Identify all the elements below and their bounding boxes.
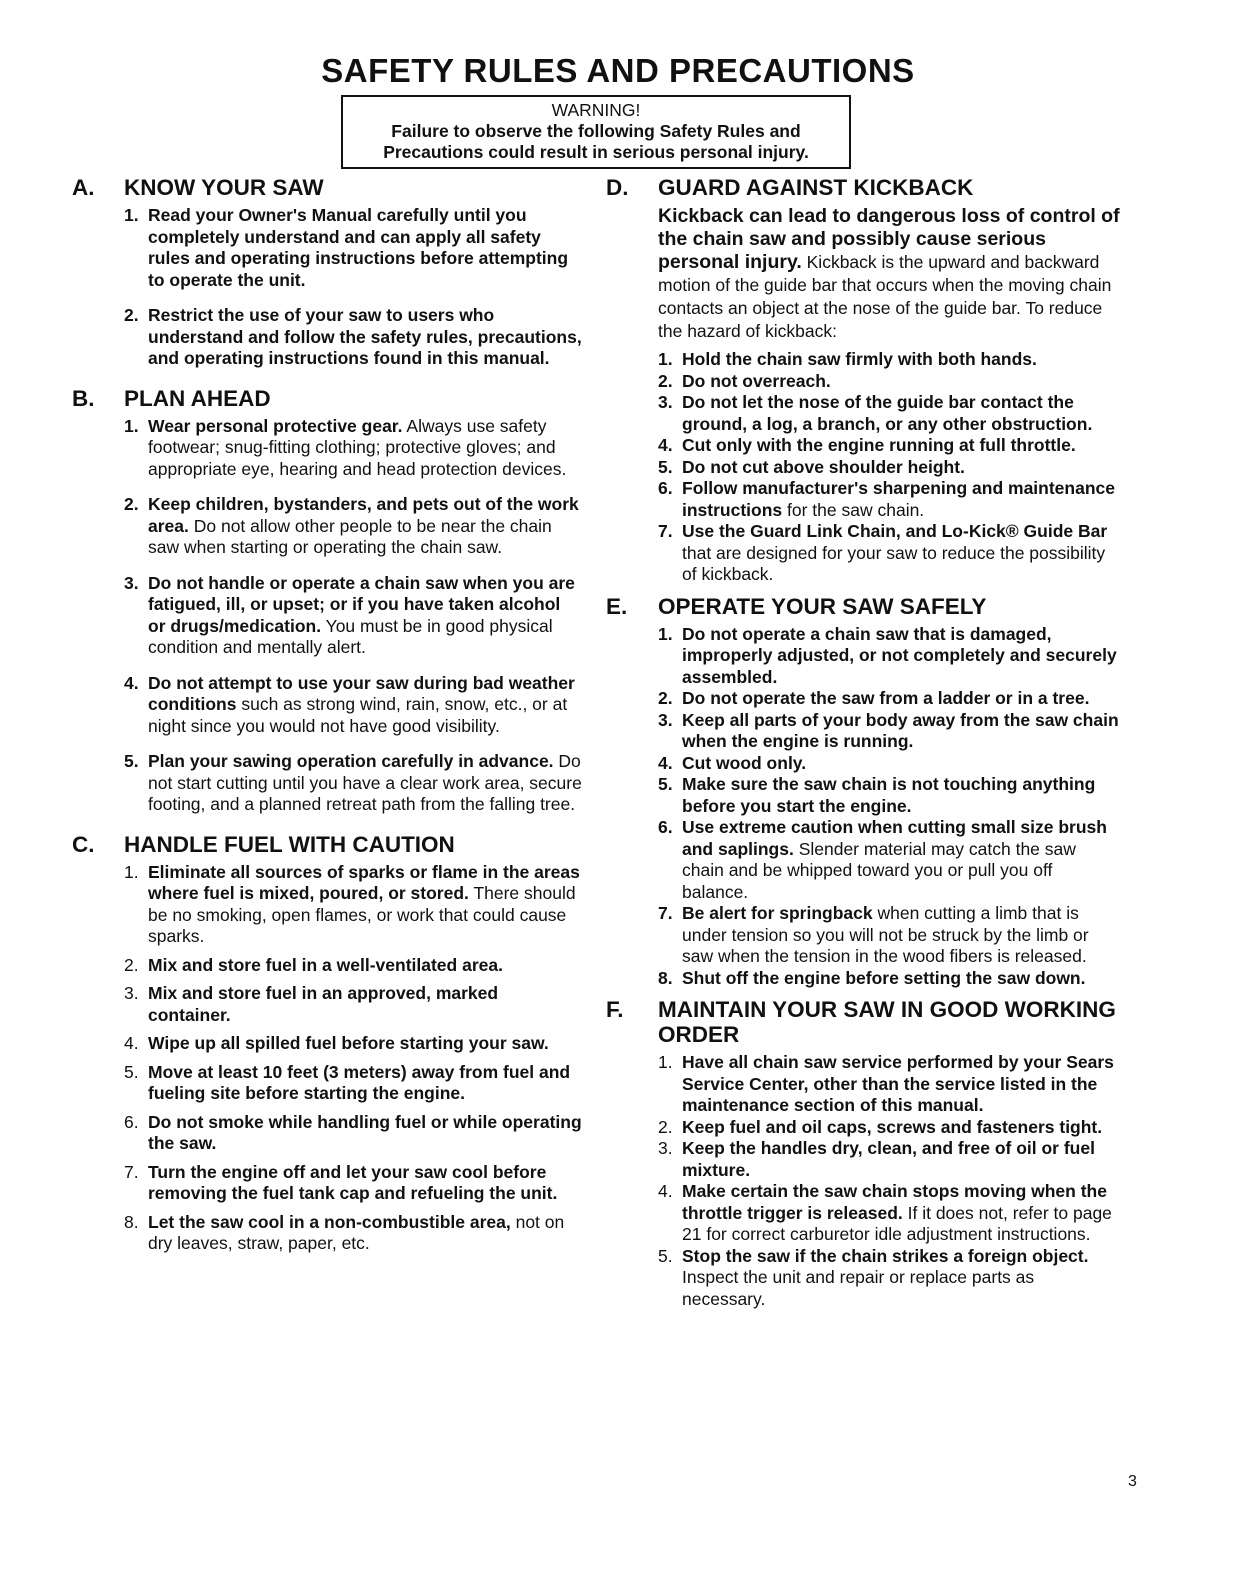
- list-item: [658, 349, 1122, 371]
- item-bold-text: Do not attempt to use your saw during bad weather conditions: [148, 672, 575, 714]
- list-item: [658, 1181, 1122, 1246]
- item-number: 8.: [658, 967, 673, 988]
- item-bold-text: Read your Owner's Manual carefully until you completely understand and can apply all safety rules and operating instructions before attempting to operate the unit.: [148, 205, 569, 290]
- item-number: 2.: [124, 305, 139, 325]
- section-title: OPERATE YOUR SAW SAFELY: [658, 593, 987, 619]
- list-item: [658, 478, 1122, 521]
- item-bold-text: Use the Guard Link Chain, and Lo-Kick® Guide Bar: [682, 521, 1108, 541]
- item-text: [148, 1162, 582, 1205]
- section-title: KNOW YOUR SAW: [124, 175, 324, 200]
- section-heading: [72, 832, 582, 857]
- item-text: [148, 205, 582, 291]
- list-item: [658, 435, 1122, 457]
- item-number: 4.: [124, 672, 139, 693]
- list-item: [124, 573, 582, 659]
- item-text: [148, 494, 582, 559]
- list-item: [124, 1112, 582, 1155]
- item-bold-text: Do not let the nose of the guide bar contact the ground, a log, a branch, or any other obstruction.: [682, 392, 1093, 434]
- item-bold-text: Restrict the use of your saw to users who understand and follow the safety rules, precautions, and operating instructions found in this manual.: [148, 305, 582, 368]
- item-bold-text: Keep fuel and oil caps, screws and fasteners tight.: [682, 1116, 1103, 1137]
- item-bold-text: Hold the chain saw firmly with both hands.: [682, 349, 1037, 369]
- item-plain-text: Always use safety footwear; snug-fitting clothing; protective gloves; and appropriate eye, hearing and head protection devices.: [148, 415, 567, 479]
- list-item: [124, 205, 582, 291]
- item-text: [682, 521, 1122, 586]
- section-title: HANDLE FUEL WITH CAUTION: [124, 831, 455, 857]
- item-text: [148, 983, 582, 1026]
- section-body: [72, 205, 582, 370]
- item-number: 6.: [124, 1111, 139, 1132]
- item-plain-text: There should be no smoking, open flames, or work that could cause sparks.: [148, 883, 576, 946]
- item-text: [148, 416, 582, 481]
- section-intro: [658, 205, 1122, 343]
- section-guard-kickback: [606, 175, 1122, 586]
- item-bold-text: Mix and store fuel in an approved, marked container.: [148, 983, 499, 1025]
- list-item: [124, 1033, 582, 1055]
- item-number: 1.: [658, 1052, 673, 1072]
- list-item: [658, 710, 1122, 753]
- section-maintain-saw: [606, 997, 1122, 1310]
- section-body: [606, 624, 1122, 990]
- item-number: 5.: [658, 774, 673, 794]
- item-text: [682, 1052, 1122, 1117]
- warning-box: [341, 95, 851, 169]
- item-plain-text: for the saw chain.: [782, 499, 925, 520]
- list-item: [658, 968, 1122, 990]
- item-bold-text: Keep all parts of your body away from the saw chain when the engine is running.: [682, 709, 1119, 751]
- item-text: [682, 903, 1122, 968]
- item-bold-text: Stop the saw if the chain strikes a foreign object.: [682, 1245, 1089, 1266]
- section-letter: B.: [72, 385, 95, 411]
- item-text: [682, 1138, 1122, 1181]
- item-bold-text: Plan your sawing operation carefully in advance.: [148, 751, 554, 771]
- item-number: 1.: [124, 861, 139, 882]
- section-heading: [606, 594, 1122, 619]
- item-number: 6.: [658, 817, 673, 837]
- item-number: 5.: [658, 456, 673, 477]
- item-text: [682, 1181, 1122, 1246]
- section-operate-safely: [606, 594, 1122, 990]
- item-bold-text: Keep children, bystanders, and pets out of the work area.: [148, 494, 579, 536]
- section-body: [606, 1052, 1122, 1310]
- item-bold-text: Be alert for springback: [682, 903, 873, 923]
- section-title: GUARD AGAINST KICKBACK: [658, 175, 974, 200]
- item-bold-text: Mix and store fuel in a well-ventilated area.: [148, 954, 503, 975]
- item-plain-text: Do not allow other people to be near the chain saw when starting or operating the chain saw.: [148, 515, 552, 557]
- item-text: [682, 478, 1122, 521]
- item-text: [682, 349, 1037, 371]
- item-number: 3.: [658, 1138, 673, 1158]
- item-bold-text: Move at least 10 feet (3 meters) away from fuel and fueling site before starting the engine.: [148, 1061, 571, 1103]
- item-plain-text: Do not start cutting until you have a clear work area, secure footing, and a planned retreat path from the falling tree.: [148, 751, 582, 814]
- item-number: 4.: [658, 1181, 673, 1201]
- item-bold-text: Wear personal protective gear.: [148, 415, 403, 436]
- section-heading: [72, 386, 582, 411]
- item-bold-text: Make sure the saw chain is not touching anything before you start the engine.: [682, 774, 1096, 816]
- list-item: [658, 624, 1122, 689]
- list-item: [658, 392, 1122, 435]
- item-bold-text: Do not handle or operate a chain saw when you are fatigued, ill, or upset; or if you have taken alcohol or drugs/medication.: [148, 572, 575, 636]
- section-title: MAINTAIN YOUR SAW IN GOOD WORKING ORDER: [658, 997, 1116, 1047]
- section-letter: F.: [606, 997, 624, 1022]
- item-bold-text: Let the saw cool in a non-combustible area,: [148, 1211, 511, 1232]
- list-item: [658, 521, 1122, 586]
- left-column: [72, 175, 582, 1262]
- list-item: [124, 673, 582, 738]
- item-bold-text: Do not overreach.: [682, 370, 831, 391]
- item-plain-text: You must be in good physical condition and mentally alert.: [148, 615, 553, 657]
- item-text: [682, 710, 1122, 753]
- list-item: [658, 688, 1122, 710]
- section-title: PLAN AHEAD: [124, 385, 271, 411]
- item-plain-text: Inspect the unit and repair or replace parts as necessary.: [682, 1267, 1035, 1309]
- item-bold-text: Do not operate a chain saw that is damaged, improperly adjusted, or not completely and securely assembled.: [682, 623, 1117, 687]
- section-know-your-saw: [72, 175, 582, 370]
- list-item: [124, 1162, 582, 1205]
- item-number: 3.: [658, 709, 673, 730]
- page-title: SAFETY RULES AND PRECAUTIONS: [321, 52, 915, 89]
- item-bold-text: Do not cut above shoulder height.: [682, 456, 965, 477]
- page-number: 3: [1128, 1473, 1137, 1490]
- list-item: [124, 1212, 582, 1255]
- item-text: [682, 435, 1076, 457]
- item-text: [148, 1033, 549, 1055]
- list-item: [124, 305, 582, 370]
- item-text: [682, 392, 1122, 435]
- section-letter: A.: [72, 175, 95, 200]
- item-bold-text: Have all chain saw service performed by your Sears Service Center, other than the service listed in the maintenance section of this manual.: [682, 1052, 1114, 1115]
- item-bold-text: Eliminate all sources of sparks or flame in the areas where fuel is mixed, poured, or stored.: [148, 861, 580, 903]
- item-bold-text: Use extreme caution when cutting small size brush and saplings.: [682, 817, 1107, 859]
- item-number: 1.: [658, 349, 673, 369]
- list-item: [124, 751, 582, 816]
- warning-title: WARNING!: [551, 100, 641, 120]
- item-text: [148, 1062, 582, 1105]
- section-letter: D.: [606, 175, 629, 200]
- item-text: [682, 968, 1085, 990]
- list-item: [124, 862, 582, 948]
- section-letter: C.: [72, 831, 95, 857]
- section-body: [72, 862, 582, 1255]
- list-item: [658, 1138, 1122, 1181]
- item-bold-text: Turn the engine off and let your saw cool before removing the fuel tank cap and refueling the unit.: [148, 1161, 558, 1203]
- section-body: [606, 205, 1122, 586]
- item-text: [682, 371, 831, 393]
- item-bold-text: Wipe up all spilled fuel before starting your saw.: [148, 1033, 549, 1053]
- item-number: 6.: [658, 478, 673, 498]
- item-bold-text: Shut off the engine before setting the saw down.: [682, 967, 1086, 988]
- item-text: [148, 673, 582, 738]
- list-item: [124, 983, 582, 1026]
- list-item: [124, 416, 582, 481]
- item-number: 5.: [124, 1061, 139, 1082]
- item-number: 1.: [658, 623, 673, 644]
- section-heading: [72, 175, 582, 200]
- item-text: [682, 457, 965, 479]
- item-text: [148, 1112, 582, 1155]
- item-text: [148, 862, 582, 948]
- list-item: [658, 903, 1122, 968]
- item-text: [682, 1246, 1122, 1311]
- list-item: [124, 1062, 582, 1105]
- item-bold-text: Cut wood only.: [682, 752, 807, 773]
- list-item: [658, 371, 1122, 393]
- item-number: 2.: [658, 1116, 673, 1137]
- item-plain-text: If it does not, refer to page 21 for correct carburetor idle adjustment instructions.: [682, 1202, 1112, 1244]
- item-number: 3.: [124, 983, 139, 1003]
- item-number: 3.: [124, 572, 139, 593]
- intro-bold: Kickback can lead to dangerous loss of control of the chain saw and possibly cause serious personal injury.: [658, 205, 1120, 273]
- item-bold-text: Cut only with the engine running at full throttle.: [682, 435, 1076, 455]
- item-number: 7.: [658, 903, 673, 923]
- item-text: [682, 753, 806, 775]
- item-number: 4.: [658, 435, 673, 455]
- item-bold-text: Keep the handles dry, clean, and free of oil or fuel mixture.: [682, 1138, 1095, 1180]
- section-plan-ahead: [72, 386, 582, 816]
- item-number: 5.: [124, 751, 139, 771]
- item-bold-text: Make certain the saw chain stops moving when the throttle trigger is released.: [682, 1181, 1107, 1223]
- item-plain-text: Slender material may catch the saw chain and be whipped toward you or pull you off balance.: [682, 838, 1076, 902]
- item-bold-text: Do not smoke while handling fuel or while operating the saw.: [148, 1111, 582, 1153]
- item-number: 1.: [124, 415, 139, 436]
- item-text: [682, 774, 1122, 817]
- list-item: [658, 774, 1122, 817]
- item-text: [148, 1212, 582, 1255]
- item-number: 4.: [124, 1033, 139, 1053]
- item-plain-text: when cutting a limb that is under tension so you will not be struck by the limb or saw when the tension in the wood fibers is released.: [682, 903, 1089, 966]
- item-number: 7.: [124, 1161, 139, 1182]
- item-plain-text: not on dry leaves, straw, paper, etc.: [148, 1211, 565, 1253]
- warning-text: Failure to observe the following Safety Rules and Precautions could result in serious personal injury.: [383, 121, 809, 162]
- item-number: 8.: [124, 1211, 139, 1232]
- item-text: [682, 817, 1122, 903]
- item-text: [148, 305, 582, 370]
- list-item: [658, 817, 1122, 903]
- list-item: [658, 457, 1122, 479]
- item-bold-text: Do not operate the saw from a ladder or in a tree.: [682, 688, 1090, 708]
- item-text: [148, 955, 503, 977]
- item-number: 5.: [658, 1245, 673, 1266]
- item-text: [148, 573, 582, 659]
- item-text: [682, 688, 1089, 710]
- item-number: 7.: [658, 521, 673, 541]
- section-handle-fuel: [72, 832, 582, 1255]
- item-number: 1.: [124, 205, 139, 225]
- intro-text: Kickback is the upward and backward motion of the guide bar that occurs when the moving chain contacts an object at the nose of the guide bar. To reduce the hazard of kickback:: [658, 252, 1112, 341]
- list-item: [658, 1117, 1122, 1139]
- item-number: 4.: [658, 752, 673, 773]
- right-column: [606, 175, 1122, 1310]
- list-item: [658, 1246, 1122, 1311]
- section-heading: [606, 997, 1122, 1047]
- item-number: 2.: [658, 370, 673, 391]
- item-text: [148, 751, 582, 816]
- item-text: [682, 624, 1122, 689]
- section-body: [72, 416, 582, 816]
- item-number: 2.: [124, 494, 139, 514]
- item-number: 2.: [658, 688, 673, 708]
- list-item: [658, 753, 1122, 775]
- item-plain-text: such as strong wind, rain, snow, etc., or at night since you would not have good visibility.: [148, 694, 568, 736]
- item-number: 3.: [658, 392, 673, 412]
- item-text: [682, 1117, 1102, 1139]
- section-letter: E.: [606, 593, 628, 619]
- item-plain-text: that are designed for your saw to reduce the possibility of kickback.: [682, 542, 1106, 584]
- section-heading: [606, 175, 1122, 200]
- item-number: 2.: [124, 954, 139, 975]
- item-bold-text: Follow manufacturer's sharpening and maintenance instructions: [682, 478, 1115, 520]
- list-item: [124, 494, 582, 559]
- list-item: [124, 955, 582, 977]
- list-item: [658, 1052, 1122, 1117]
